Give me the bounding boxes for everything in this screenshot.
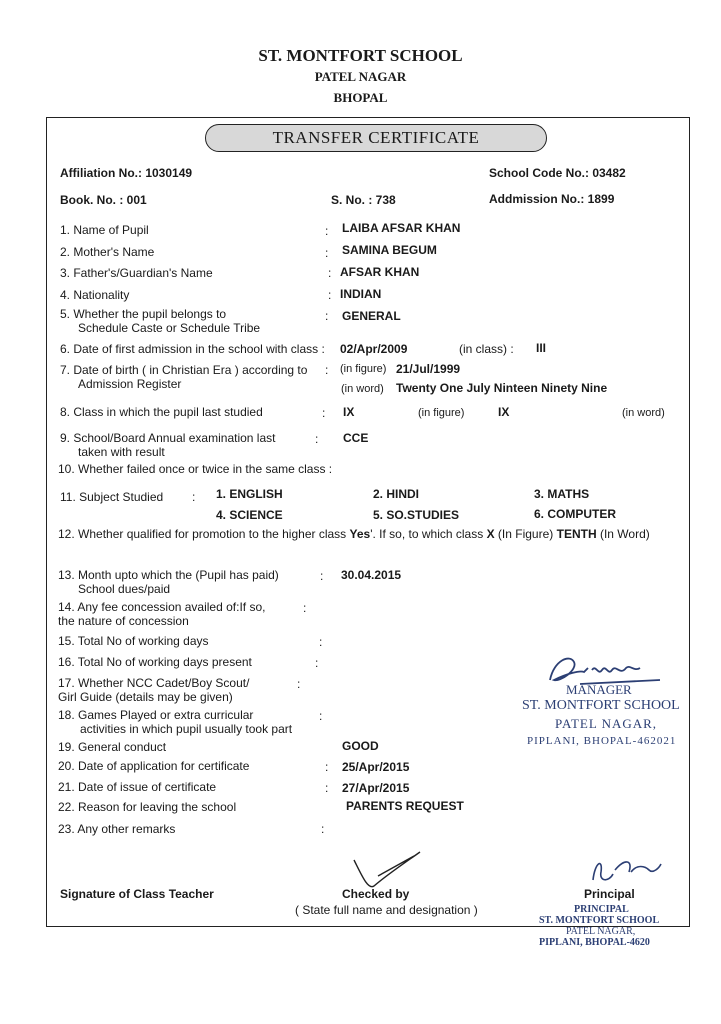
item-12-class-figure: X	[486, 527, 495, 541]
item-12-line	[58, 527, 650, 541]
item-5-label: 5. Whether the pupil belongs to	[60, 307, 227, 321]
serial-no: S. No. : 738	[331, 193, 396, 207]
item-8-label: 8. Class in which the pupil last studied	[60, 405, 263, 419]
item-14-label-cont: the nature of concession	[58, 614, 189, 628]
item-12-class-word: TENTH	[556, 527, 597, 541]
item-14-colon: :	[303, 601, 307, 615]
subject-2: 2. HINDI	[373, 487, 420, 501]
manager-role: MANAGER	[566, 682, 632, 697]
item-18-colon: :	[319, 709, 323, 723]
item-12-in-word: (In Word)	[599, 527, 650, 541]
item-8-in-word: (in word)	[622, 407, 665, 419]
school-area: PATEL NAGAR	[314, 69, 407, 84]
item-21-colon: :	[325, 781, 329, 795]
item-8-colon: :	[322, 406, 326, 420]
item-8-value-2: IX	[498, 405, 510, 419]
manager-address: PIPLANI, BHOPAL-462021	[527, 735, 677, 747]
item-14-label: 14. Any fee concession availed of:If so,	[58, 600, 266, 614]
item-9-label: 9. School/Board Annual examination last	[60, 431, 276, 445]
item-5-colon: :	[325, 309, 329, 323]
item-4-label: 4. Nationality	[60, 288, 130, 302]
item-15-colon: :	[319, 635, 323, 649]
item-4-colon: :	[328, 288, 332, 302]
principal-stamp-address: PIPLANI, BHOPAL-4620	[539, 937, 650, 948]
item-19-label: 19. General conduct	[58, 740, 167, 754]
item-11-colon: :	[192, 490, 196, 504]
item-15-label: 15. Total No of working days	[58, 634, 209, 648]
manager-area: PATEL NAGAR,	[555, 716, 658, 731]
item-4-value: INDIAN	[340, 287, 382, 301]
item-5-label-cont: Schedule Caste or Schedule Tribe	[78, 321, 261, 335]
item-17-label-cont: Girl Guide (details may be given)	[58, 690, 233, 704]
item-5-value: GENERAL	[342, 309, 401, 323]
school-city: BHOPAL	[333, 90, 388, 105]
item-18-label: 18. Games Played or extra curricular	[58, 708, 254, 722]
book-no: Book. No. : 001	[60, 193, 147, 207]
item-9-value: CCE	[343, 431, 369, 445]
item-22-label: 22. Reason for leaving the school	[58, 800, 237, 814]
class-teacher-signature-label: Signature of Class Teacher	[60, 887, 214, 901]
item-7-in-word: (in word)	[341, 383, 384, 395]
item-11-label: 11. Subject Studied	[60, 490, 164, 504]
item-13-label-cont: School dues/paid	[78, 582, 171, 596]
item-8-in-figure: (in figure)	[418, 407, 465, 419]
item-6-class: III	[536, 341, 547, 355]
item-12-text-b: '. If so, to which class	[370, 527, 484, 541]
principal-label: Principal	[584, 887, 635, 901]
item-2-value: SAMINA BEGUM	[342, 243, 437, 257]
item-9-label-cont: taken with result	[78, 445, 165, 459]
item-7-label-cont: Admission Register	[78, 377, 182, 391]
item-12-in-figure: (In Figure)	[497, 527, 554, 541]
affiliation-no: Affiliation No.: 1030149	[60, 166, 193, 180]
item-1-colon: :	[325, 224, 329, 238]
principal-signature	[585, 852, 665, 892]
checked-by-note: ( State full name and designation )	[295, 903, 478, 917]
item-10-label: 10. Whether failed once or twice in the same class :	[58, 462, 333, 476]
subject-3: 3. MATHS	[534, 487, 590, 501]
item-13-label: 13. Month upto which the (Pupil has paid)	[58, 568, 279, 582]
item-23-colon: :	[321, 822, 325, 836]
item-18-label-cont: activities in which pupil usually took part	[80, 722, 293, 736]
principal-stamp-role: PRINCIPAL	[574, 904, 629, 915]
item-9-colon: :	[315, 432, 319, 446]
admission-no: Addmission No.: 1899	[489, 192, 615, 206]
item-3-label: 3. Father's/Guardian's Name	[60, 266, 213, 280]
item-16-colon: :	[315, 656, 319, 670]
item-20-label: 20. Date of application for certificate	[58, 759, 250, 773]
item-13-colon: :	[320, 569, 324, 583]
item-7-label: 7. Date of birth ( in Christian Era ) according to	[60, 363, 308, 377]
item-13-value: 30.04.2015	[341, 568, 402, 582]
item-19-value: GOOD	[342, 739, 379, 753]
item-22-value: PARENTS REQUEST	[346, 799, 464, 813]
item-16-label: 16. Total No of working days present	[58, 655, 252, 669]
item-21-label: 21. Date of issue of certificate	[58, 780, 217, 794]
item-2-label: 2. Mother's Name	[60, 245, 155, 259]
item-17-label: 17. Whether NCC Cadet/Boy Scout/	[58, 676, 250, 690]
item-3-value: AFSAR KHAN	[340, 265, 420, 279]
item-23-label: 23. Any other remarks	[58, 822, 176, 836]
school-code: School Code No.: 03482	[489, 166, 626, 180]
item-12-text-a: 12. Whether qualified for promotion to the higher class	[58, 527, 347, 541]
subject-6: 6. COMPUTER	[534, 507, 617, 521]
item-1-label: 1. Name of Pupil	[60, 223, 149, 237]
certificate-title: TRANSFER CERTIFICATE	[205, 124, 547, 152]
item-20-colon: :	[325, 760, 329, 774]
item-3-colon: :	[328, 266, 332, 280]
item-1-value: LAIBA AFSAR KHAN	[342, 221, 461, 235]
principal-stamp-school: ST. MONTFORT SCHOOL	[539, 915, 660, 926]
subject-5: 5. SO.STUDIES	[373, 508, 460, 522]
item-17-colon: :	[297, 677, 301, 691]
checked-by-label: Checked by	[342, 887, 410, 901]
item-2-colon: :	[325, 246, 329, 260]
item-7-figure: 21/Jul/1999	[396, 362, 461, 376]
item-7-word: Twenty One July Ninteen Ninety Nine	[396, 381, 608, 395]
item-20-value: 25/Apr/2015	[342, 760, 410, 774]
item-21-value: 27/Apr/2015	[342, 781, 410, 795]
item-12-yes: Yes	[349, 527, 371, 541]
item-6-value: 02/Apr/2009	[340, 342, 408, 356]
school-name: ST. MONTFORT SCHOOL	[258, 46, 463, 65]
principal-stamp-area: PATEL NAGAR,	[566, 926, 636, 937]
item-6-label: 6. Date of first admission in the school with class :	[60, 342, 325, 356]
item-7-in-figure: (in figure)	[340, 363, 387, 375]
manager-school-name: ST. MONTFORT SCHOOL	[522, 698, 680, 713]
subject-1: 1. ENGLISH	[216, 487, 283, 501]
item-8-value: IX	[343, 405, 355, 419]
subject-4: 4. SCIENCE	[216, 508, 283, 522]
item-6-in-class: (in class) :	[459, 342, 514, 356]
item-7-colon: :	[325, 363, 329, 377]
